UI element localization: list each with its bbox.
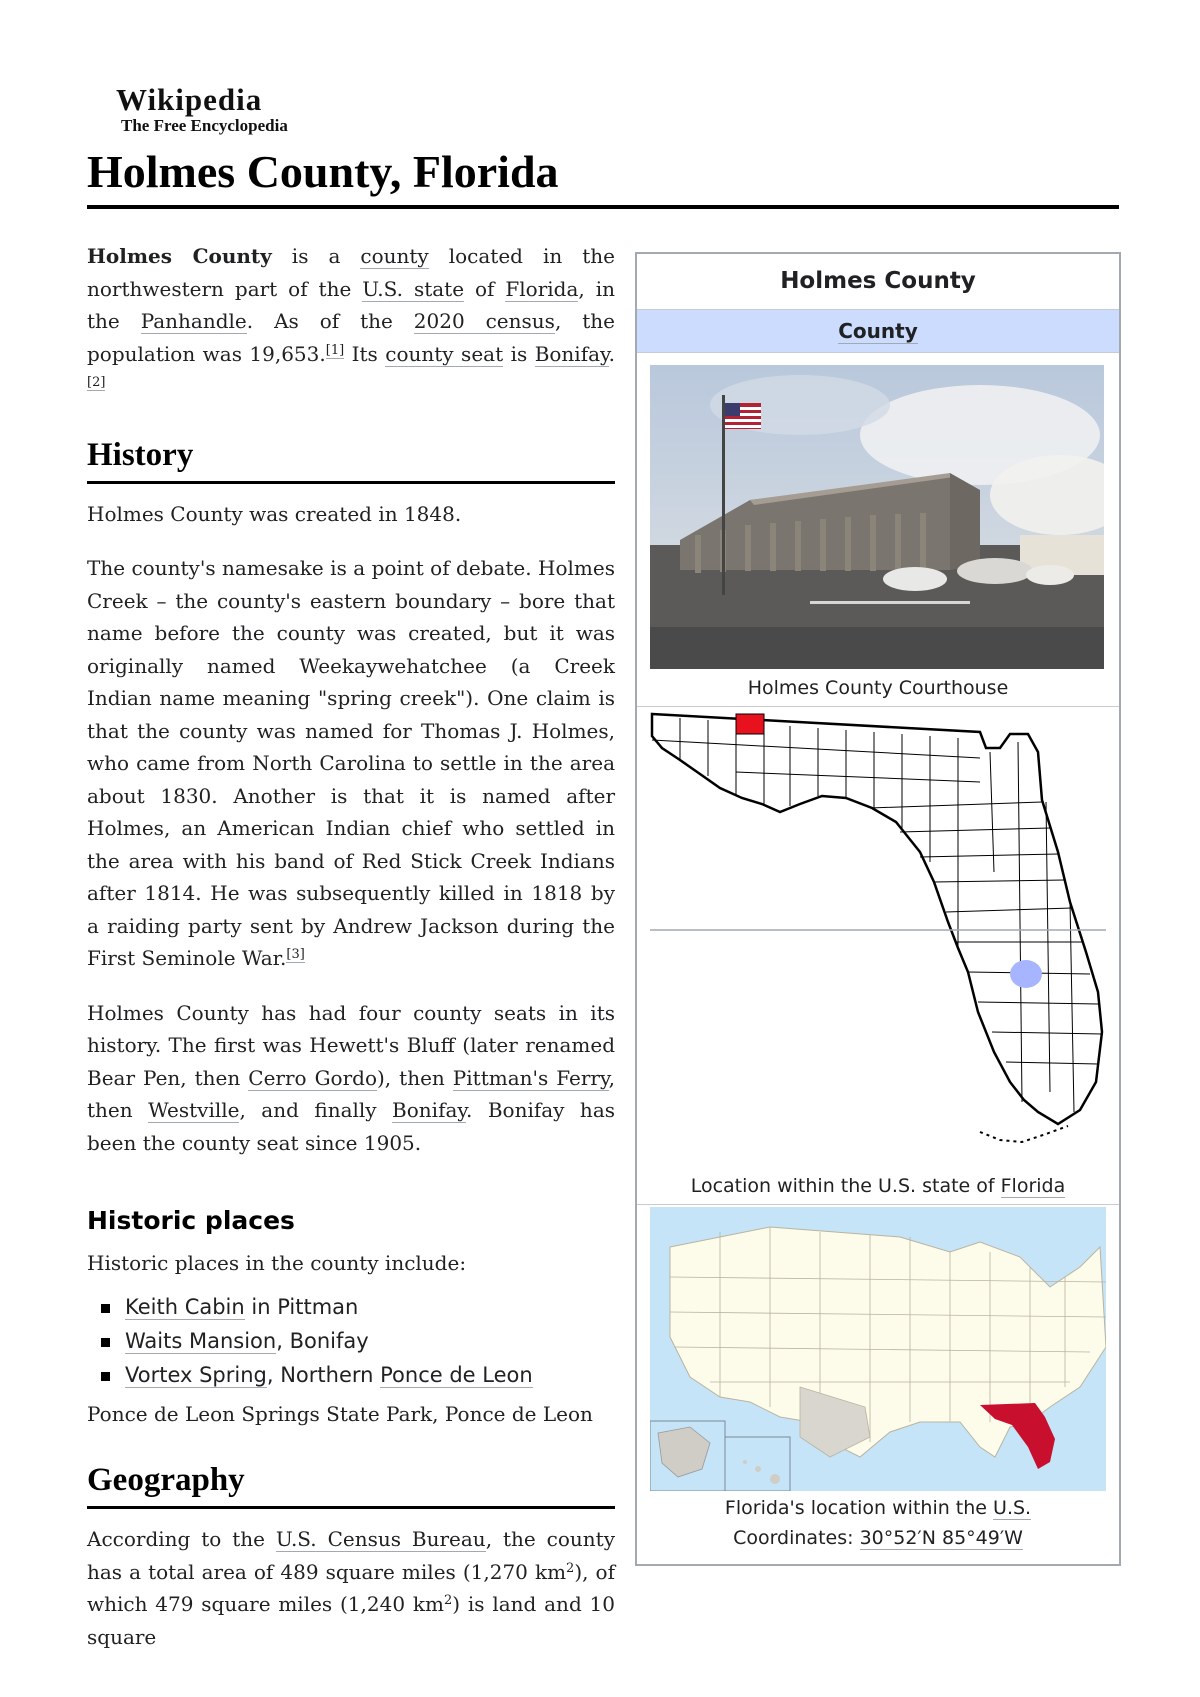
link-county[interactable]: county (360, 244, 429, 268)
holmes-county-highlight (736, 714, 764, 734)
link-cerro-gordo[interactable]: Cerro Gordo (248, 1065, 377, 1090)
link-pittmans-ferry[interactable]: Pittman's Ferry (452, 1065, 609, 1090)
link-us[interactable]: U.S. (993, 1497, 1032, 1519)
link-panhandle[interactable]: Panhandle (140, 309, 247, 333)
historic-places-extra: Ponce de Leon Springs State Park, Ponce de Leon (87, 1401, 593, 1426)
history-paragraph-1: Holmes County was created in 1848. (87, 501, 462, 526)
historic-places-intro: Historic places in the county include: (87, 1251, 467, 1275)
infobox-type (637, 310, 1119, 353)
wikipedia-logo[interactable] (116, 84, 316, 136)
infobox (635, 252, 1121, 1566)
reference-3[interactable]: [3] (286, 947, 305, 962)
coordinates: Coordinates: 30°52′N 85°49′W (733, 1527, 1023, 1549)
reference-1[interactable]: [1] (325, 342, 345, 358)
historic-places-list (87, 1290, 615, 1392)
link-westville[interactable]: Westville (148, 1098, 240, 1122)
florida-map-caption: Location within the U.S. state of Florida (690, 1175, 1066, 1197)
link-bonifay[interactable]: Bonifay (534, 341, 609, 366)
list-item: Keith Cabin in Pittman (125, 1290, 615, 1324)
heading-geography: Geography (87, 1460, 615, 1509)
intro-paragraph: Holmes County is a county located in the northwestern part of the U.S. state of Florida, in the Panhandle. As of the 2020 census, the population was 19,653.[1] Its county seat is Bonifay.[2] (87, 244, 616, 390)
link-bonifay-2[interactable]: Bonifay (392, 1098, 467, 1122)
infobox-title: Holmes County (637, 254, 1119, 310)
history-paragraph-3: Holmes County has had four county seats in its history. The first was Hewett's Bluff (later renamed Bear Pen, then Cerro Gordo), then Pittman's Ferry, then Westville, and finally Bonifay. Bonifay has been the county seat since 1905. (87, 1000, 615, 1155)
list-item: Vortex Spring, Northern Ponce de Leon (125, 1358, 615, 1392)
link-coordinates[interactable]: 30°52′N 85°49′W (859, 1527, 1023, 1549)
geography-paragraph: According to the U.S. Census Bureau, the county has a total area of 489 square miles (1,270 $km^2$), of which 479 square miles (1,240 $km^2$) is land and 10 square (87, 1527, 616, 1649)
intro-bold-term: Holmes County (87, 244, 272, 268)
link-us-state[interactable]: U.S. state (362, 276, 465, 301)
list-item: Waits Mansion, Bonifay (125, 1324, 615, 1358)
link-vortex-spring[interactable]: Vortex Spring (125, 1362, 267, 1387)
us-map-caption: Florida's location within the U.S. (724, 1497, 1032, 1519)
link-florida[interactable]: Florida (505, 276, 579, 301)
heading-history: History (87, 435, 615, 484)
us-locator-map[interactable] (650, 1207, 1106, 1491)
infobox-divider (637, 1204, 1119, 1205)
history-paragraph-2: The county's namesake is a point of debate. Holmes Creek – the county's eastern boundary – bore that name before the county was created, but it was originally named Weekaywehatchee (a Creek Indian name meaning "spring creek"). One claim is that the county was named for Thomas J. Holmes, who came from North Carolina to settle in the area about 1830. Another is that it is named after Holmes, an American Indian chief who settled in the area with his band of Red Stick Creek Indians after 1814. He was subsequently killed in 1818 by a raiding party sent by Andrew Jackson during the First Seminole War.[3] (87, 556, 615, 970)
link-county-type[interactable]: County (838, 319, 918, 343)
florida-keys (980, 1126, 1068, 1142)
link-ponce-de-leon[interactable]: Ponce de Leon (380, 1362, 533, 1387)
link-florida-map[interactable]: Florida (1000, 1175, 1066, 1197)
link-waits-mansion[interactable]: Waits Mansion (125, 1328, 277, 1353)
heading-historic-places: Historic places (87, 1206, 295, 1235)
logo-wordmark: Wikipedia (116, 82, 263, 117)
reference-2[interactable]: [2] (87, 375, 106, 390)
title-divider (87, 205, 1119, 209)
link-keith-cabin[interactable]: Keith Cabin (125, 1294, 245, 1319)
link-census-bureau[interactable]: U.S. Census Bureau (275, 1527, 486, 1551)
courthouse-photo[interactable] (650, 365, 1104, 669)
infobox-divider (637, 706, 1119, 707)
link-county-seat[interactable]: county seat (385, 341, 504, 366)
article-body (87, 240, 615, 1675)
photo-caption: Holmes County Courthouse (747, 677, 1009, 699)
florida-locator-map[interactable] (650, 712, 1106, 1162)
lake-okeechobee (1010, 960, 1042, 988)
page-title: Holmes County, Florida (87, 146, 559, 197)
logo-tagline: The Free Encyclopedia (121, 116, 288, 135)
link-2020-census[interactable]: 2020 census (413, 309, 555, 333)
